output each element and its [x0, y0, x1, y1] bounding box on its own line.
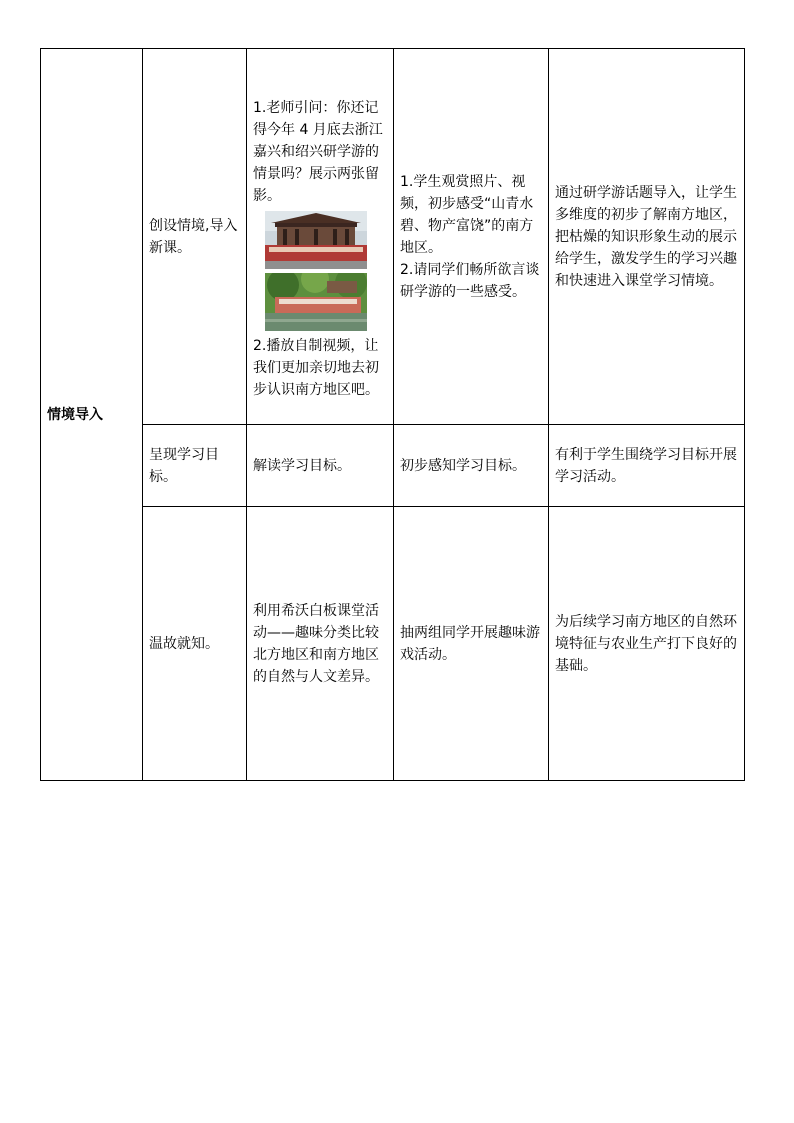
table-row [41, 507, 745, 781]
group-photo-2-image [265, 273, 367, 331]
student-activity-2: 2.请同学们畅所欲言谈研学游的一些感受。 [400, 261, 540, 300]
lesson-plan-table [40, 48, 745, 781]
teacher-activity-cell: 利用希沃白板课堂活动——趣味分类比较北方地区和南方地区的自然与人文差异。 [247, 507, 394, 781]
step-cell: 创设情境,导入新课。 [143, 49, 247, 425]
student-activity-1: 1.学生观赏照片、视频，初步感受“山青水碧、物产富饶”的南方地区。 [400, 173, 534, 256]
student-activity-cell: 初步感知学习目标。 [394, 425, 549, 507]
step-cell: 温故就知。 [143, 507, 247, 781]
teacher-activity-cell: 解读学习目标。 [247, 425, 394, 507]
group-photo-2 [265, 273, 367, 331]
design-intent-cell: 通过研学游话题导入，让学生多维度的初步了解南方地区，把枯燥的知识形象生动的展示给学生，激发学生的学习兴趣和快速进入课堂学习情境。 [549, 49, 745, 425]
table-row [41, 49, 745, 425]
student-activity-cell [394, 49, 549, 425]
stage-label: 情境导入 [41, 49, 143, 781]
teacher-intro-text: 1.老师引问：你还记得今年 4 月底去浙江嘉兴和绍兴研学游的情景吗？展示两张留影。 [253, 100, 383, 204]
student-activity-cell: 抽两组同学开展趣味游戏活动。 [394, 507, 549, 781]
step-cell: 呈现学习目标。 [143, 425, 247, 507]
design-intent-cell: 有利于学生围绕学习目标开展学习活动。 [549, 425, 745, 507]
table-row [41, 425, 745, 507]
design-intent-cell: 为后续学习南方地区的自然环境特征与农业生产打下良好的基础。 [549, 507, 745, 781]
teacher-video-text: 2.播放自制视频，让我们更加亲切地去初步认识南方地区吧。 [253, 338, 379, 398]
group-photo-1-image [265, 211, 367, 269]
teacher-activity-cell [247, 49, 394, 425]
group-photo-1 [265, 211, 367, 269]
